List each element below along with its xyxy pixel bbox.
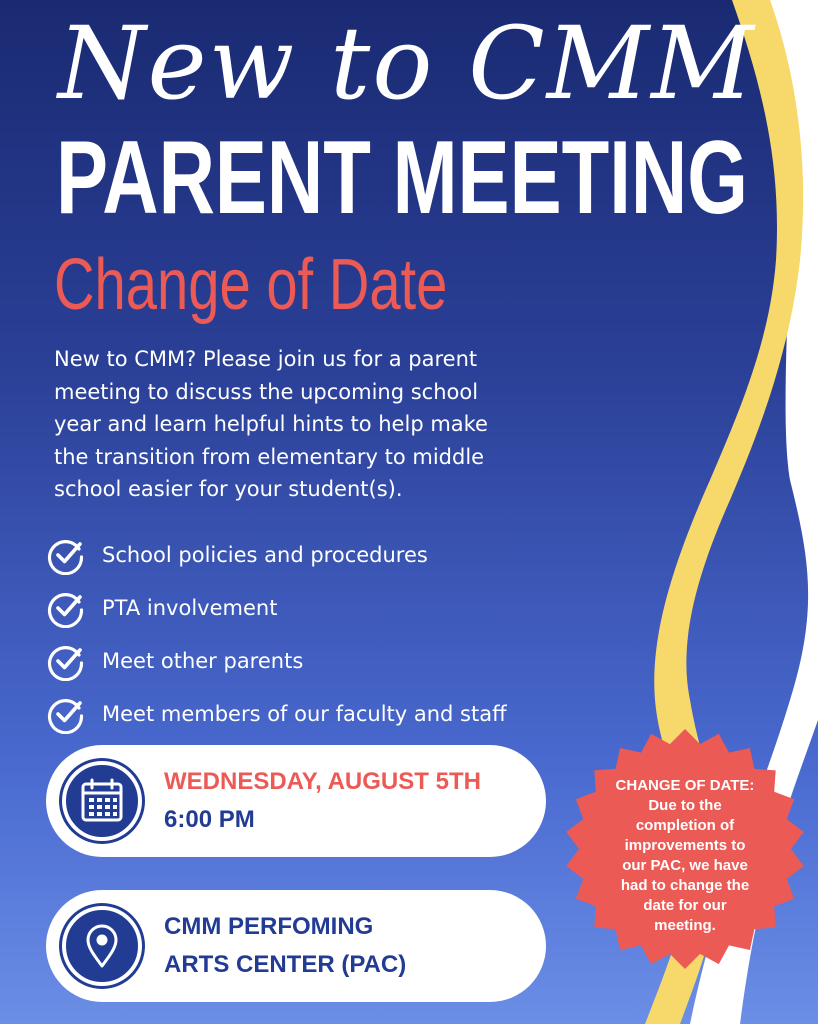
location-line: ARTS CENTER (PAC): [164, 951, 407, 978]
intro-line: school easier for your student(s).: [54, 477, 403, 501]
date-time-card: [46, 745, 546, 857]
notice-line: meeting.: [654, 917, 716, 934]
notice-line: had to change the: [620, 877, 750, 894]
checklist-item-label: School policies and procedures: [102, 542, 428, 567]
main-title: PARENT MEETING: [56, 120, 748, 236]
check-circle-icon: [46, 588, 86, 628]
change-of-date-badge: [562, 726, 808, 972]
date-time-text: [164, 763, 481, 839]
checklist-item-label: PTA involvement: [102, 595, 278, 620]
intro-line: year and learn helpful hints to help make: [54, 412, 488, 436]
script-title: New to CMM: [58, 5, 756, 122]
calendar-icon-badge: [62, 761, 142, 841]
check-circle-icon: [46, 641, 86, 681]
event-time: 6:00 PM: [164, 806, 255, 833]
location-line: CMM PERFOMING: [164, 913, 374, 940]
notice-line: Due to the: [648, 797, 722, 814]
checklist-item: [46, 634, 606, 687]
calendar-icon: [80, 778, 124, 824]
notice-line: completion of: [635, 817, 735, 834]
checklist: [46, 528, 606, 740]
location-card: [46, 890, 546, 1002]
event-date: WEDNESDAY, AUGUST 5TH: [164, 768, 481, 795]
notice-text: [590, 776, 780, 936]
map-pin-icon: [85, 924, 119, 968]
intro-line: meeting to discuss the upcoming school: [54, 379, 479, 404]
checklist-item-label: Meet members of our faculty and staff: [102, 701, 507, 726]
notice-line: our PAC, we have: [622, 857, 748, 874]
intro-line: the transition from elementary to middle: [54, 444, 485, 469]
check-circle-icon: [46, 694, 86, 734]
map-pin-icon-badge: [62, 906, 142, 986]
notice-line: date for our: [643, 897, 727, 914]
notice-line: improvements to: [624, 837, 746, 854]
subtitle: Change of Date: [54, 245, 448, 325]
checklist-item: [46, 581, 606, 634]
location-text: [164, 908, 406, 984]
notice-line: CHANGE OF DATE:: [615, 777, 755, 794]
checklist-item: [46, 528, 606, 581]
check-circle-icon: [46, 535, 86, 575]
intro-paragraph: [54, 343, 594, 506]
checklist-item: [46, 687, 606, 740]
intro-line: New to CMM? Please join us for a parent: [54, 347, 478, 371]
checklist-item-label: Meet other parents: [102, 648, 304, 673]
